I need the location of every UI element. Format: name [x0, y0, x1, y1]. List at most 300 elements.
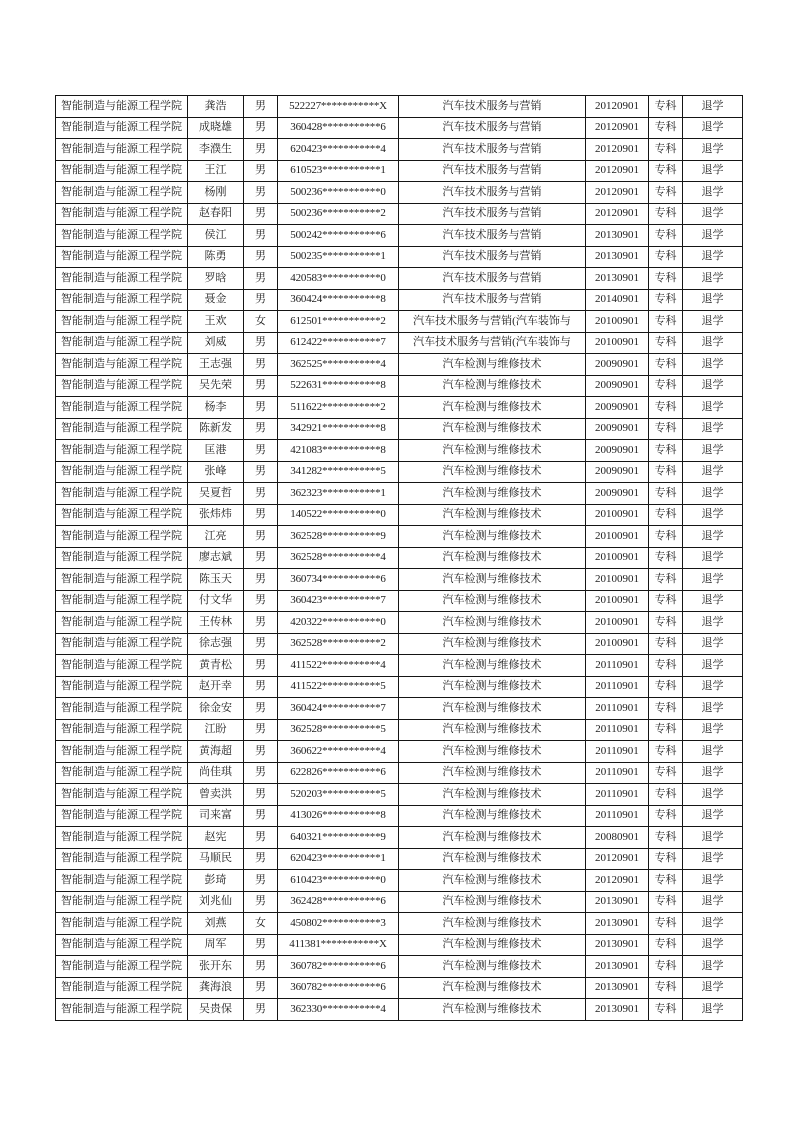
cell-name: 罗晗 [188, 268, 244, 290]
cell-college: 智能制造与能源工程学院 [56, 784, 188, 806]
cell-date: 20090901 [586, 483, 649, 505]
cell-id: 520203***********5 [278, 784, 399, 806]
cell-status: 退学 [683, 784, 743, 806]
cell-gender: 男 [244, 483, 278, 505]
cell-gender: 男 [244, 418, 278, 440]
cell-id: 360428***********6 [278, 117, 399, 139]
cell-gender: 男 [244, 999, 278, 1021]
cell-date: 20110901 [586, 676, 649, 698]
cell-id: 362323***********1 [278, 483, 399, 505]
cell-date: 20120901 [586, 870, 649, 892]
cell-status: 退学 [683, 848, 743, 870]
cell-id: 612422***********7 [278, 332, 399, 354]
cell-level: 专科 [649, 203, 683, 225]
cell-college: 智能制造与能源工程学院 [56, 633, 188, 655]
cell-college: 智能制造与能源工程学院 [56, 160, 188, 182]
cell-level: 专科 [649, 569, 683, 591]
cell-status: 退学 [683, 569, 743, 591]
cell-major: 汽车检测与维修技术 [399, 375, 586, 397]
cell-major: 汽车检测与维修技术 [399, 504, 586, 526]
cell-date: 20100901 [586, 547, 649, 569]
cell-date: 20110901 [586, 762, 649, 784]
cell-name: 王江 [188, 160, 244, 182]
cell-date: 20130901 [586, 246, 649, 268]
table-row [56, 268, 743, 290]
cell-gender: 男 [244, 676, 278, 698]
table-row [56, 117, 743, 139]
cell-name: 吴先荣 [188, 375, 244, 397]
cell-college: 智能制造与能源工程学院 [56, 805, 188, 827]
cell-gender: 男 [244, 741, 278, 763]
cell-id: 360734***********6 [278, 569, 399, 591]
table-row [56, 225, 743, 247]
cell-name: 刘威 [188, 332, 244, 354]
cell-gender: 男 [244, 784, 278, 806]
cell-level: 专科 [649, 461, 683, 483]
cell-status: 退学 [683, 440, 743, 462]
cell-name: 王传林 [188, 612, 244, 634]
cell-major: 汽车检测与维修技术 [399, 999, 586, 1021]
cell-level: 专科 [649, 612, 683, 634]
cell-status: 退学 [683, 762, 743, 784]
cell-date: 20100901 [586, 332, 649, 354]
cell-date: 20130901 [586, 977, 649, 999]
cell-major: 汽车技术服务与营销 [399, 268, 586, 290]
cell-major: 汽车技术服务与营销 [399, 225, 586, 247]
table-row [56, 762, 743, 784]
cell-major: 汽车技术服务与营销 [399, 182, 586, 204]
cell-id: 522227***********X [278, 96, 399, 118]
table-row [56, 160, 743, 182]
cell-date: 20130901 [586, 999, 649, 1021]
cell-level: 专科 [649, 397, 683, 419]
cell-date: 20120901 [586, 182, 649, 204]
cell-status: 退学 [683, 526, 743, 548]
cell-id: 610423***********0 [278, 870, 399, 892]
cell-name: 张开东 [188, 956, 244, 978]
cell-major: 汽车检测与维修技术 [399, 698, 586, 720]
cell-status: 退学 [683, 655, 743, 677]
cell-gender: 男 [244, 203, 278, 225]
cell-gender: 男 [244, 182, 278, 204]
cell-status: 退学 [683, 913, 743, 935]
cell-id: 500242***********6 [278, 225, 399, 247]
cell-status: 退学 [683, 977, 743, 999]
cell-id: 620423***********1 [278, 848, 399, 870]
table-row [56, 633, 743, 655]
cell-level: 专科 [649, 655, 683, 677]
cell-level: 专科 [649, 956, 683, 978]
cell-college: 智能制造与能源工程学院 [56, 612, 188, 634]
table-row [56, 741, 743, 763]
cell-date: 20120901 [586, 203, 649, 225]
cell-status: 退学 [683, 203, 743, 225]
cell-level: 专科 [649, 547, 683, 569]
cell-level: 专科 [649, 805, 683, 827]
student-withdrawal-table [55, 95, 743, 1021]
cell-gender: 男 [244, 246, 278, 268]
table-row [56, 246, 743, 268]
cell-id: 500236***********0 [278, 182, 399, 204]
cell-college: 智能制造与能源工程学院 [56, 311, 188, 333]
table-row [56, 311, 743, 333]
cell-name: 江盼 [188, 719, 244, 741]
cell-gender: 男 [244, 719, 278, 741]
cell-id: 620423***********4 [278, 139, 399, 161]
cell-name: 侯江 [188, 225, 244, 247]
cell-name: 成晓雄 [188, 117, 244, 139]
cell-id: 360424***********8 [278, 289, 399, 311]
cell-id: 362330***********4 [278, 999, 399, 1021]
cell-status: 退学 [683, 139, 743, 161]
cell-college: 智能制造与能源工程学院 [56, 762, 188, 784]
cell-major: 汽车技术服务与营销 [399, 246, 586, 268]
cell-id: 610523***********1 [278, 160, 399, 182]
cell-college: 智能制造与能源工程学院 [56, 999, 188, 1021]
cell-name: 匡港 [188, 440, 244, 462]
cell-major: 汽车技术服务与营销 [399, 160, 586, 182]
cell-college: 智能制造与能源工程学院 [56, 96, 188, 118]
cell-major: 汽车检测与维修技术 [399, 397, 586, 419]
table-row [56, 203, 743, 225]
cell-major: 汽车检测与维修技术 [399, 569, 586, 591]
cell-major: 汽车技术服务与营销 [399, 289, 586, 311]
cell-college: 智能制造与能源工程学院 [56, 956, 188, 978]
cell-gender: 男 [244, 96, 278, 118]
cell-gender: 女 [244, 913, 278, 935]
cell-major: 汽车检测与维修技术 [399, 805, 586, 827]
cell-id: 622826***********6 [278, 762, 399, 784]
cell-level: 专科 [649, 999, 683, 1021]
table-row [56, 870, 743, 892]
table-row [56, 612, 743, 634]
cell-id: 360782***********6 [278, 956, 399, 978]
cell-name: 李濮生 [188, 139, 244, 161]
cell-name: 陈玉天 [188, 569, 244, 591]
cell-gender: 男 [244, 805, 278, 827]
cell-id: 362525***********4 [278, 354, 399, 376]
cell-major: 汽车检测与维修技术 [399, 440, 586, 462]
cell-major: 汽车检测与维修技术 [399, 633, 586, 655]
cell-status: 退学 [683, 332, 743, 354]
cell-name: 廖志斌 [188, 547, 244, 569]
cell-gender: 男 [244, 827, 278, 849]
cell-level: 专科 [649, 418, 683, 440]
cell-gender: 男 [244, 547, 278, 569]
cell-id: 360622***********4 [278, 741, 399, 763]
cell-major: 汽车检测与维修技术 [399, 483, 586, 505]
table-row [56, 182, 743, 204]
cell-major: 汽车检测与维修技术 [399, 676, 586, 698]
cell-college: 智能制造与能源工程学院 [56, 891, 188, 913]
cell-name: 黄海超 [188, 741, 244, 763]
cell-level: 专科 [649, 268, 683, 290]
cell-college: 智能制造与能源工程学院 [56, 182, 188, 204]
cell-status: 退学 [683, 741, 743, 763]
cell-status: 退学 [683, 999, 743, 1021]
cell-college: 智能制造与能源工程学院 [56, 440, 188, 462]
cell-level: 专科 [649, 225, 683, 247]
cell-gender: 男 [244, 375, 278, 397]
cell-major: 汽车检测与维修技术 [399, 741, 586, 763]
cell-status: 退学 [683, 268, 743, 290]
table-row [56, 569, 743, 591]
cell-status: 退学 [683, 870, 743, 892]
cell-level: 专科 [649, 719, 683, 741]
cell-level: 专科 [649, 784, 683, 806]
cell-status: 退学 [683, 182, 743, 204]
cell-name: 陈勇 [188, 246, 244, 268]
cell-name: 马顺民 [188, 848, 244, 870]
cell-name: 龚浩 [188, 96, 244, 118]
table-row [56, 698, 743, 720]
cell-college: 智能制造与能源工程学院 [56, 569, 188, 591]
cell-gender: 男 [244, 870, 278, 892]
cell-id: 612501***********2 [278, 311, 399, 333]
cell-major: 汽车检测与维修技术 [399, 612, 586, 634]
cell-college: 智能制造与能源工程学院 [56, 848, 188, 870]
cell-date: 20120901 [586, 117, 649, 139]
cell-id: 360782***********6 [278, 977, 399, 999]
cell-gender: 男 [244, 956, 278, 978]
cell-level: 专科 [649, 676, 683, 698]
table-row [56, 956, 743, 978]
cell-gender: 男 [244, 848, 278, 870]
cell-college: 智能制造与能源工程学院 [56, 719, 188, 741]
cell-date: 20100901 [586, 504, 649, 526]
cell-date: 20090901 [586, 461, 649, 483]
cell-name: 杨李 [188, 397, 244, 419]
cell-date: 20100901 [586, 526, 649, 548]
cell-level: 专科 [649, 246, 683, 268]
cell-date: 20100901 [586, 633, 649, 655]
cell-major: 汽车检测与维修技术 [399, 913, 586, 935]
cell-level: 专科 [649, 504, 683, 526]
cell-gender: 男 [244, 504, 278, 526]
cell-college: 智能制造与能源工程学院 [56, 741, 188, 763]
cell-college: 智能制造与能源工程学院 [56, 827, 188, 849]
cell-status: 退学 [683, 698, 743, 720]
cell-major: 汽车技术服务与营销(汽车装饰与 [399, 311, 586, 333]
cell-college: 智能制造与能源工程学院 [56, 590, 188, 612]
cell-id: 362528***********5 [278, 719, 399, 741]
cell-level: 专科 [649, 375, 683, 397]
cell-gender: 男 [244, 289, 278, 311]
cell-status: 退学 [683, 934, 743, 956]
cell-major: 汽车检测与维修技术 [399, 848, 586, 870]
cell-id: 362428***********6 [278, 891, 399, 913]
cell-date: 20120901 [586, 96, 649, 118]
cell-level: 专科 [649, 698, 683, 720]
cell-major: 汽车技术服务与营销 [399, 139, 586, 161]
table-row [56, 784, 743, 806]
cell-date: 20090901 [586, 397, 649, 419]
cell-gender: 男 [244, 225, 278, 247]
cell-level: 专科 [649, 289, 683, 311]
cell-college: 智能制造与能源工程学院 [56, 375, 188, 397]
cell-major: 汽车检测与维修技术 [399, 956, 586, 978]
cell-gender: 男 [244, 612, 278, 634]
cell-college: 智能制造与能源工程学院 [56, 289, 188, 311]
cell-major: 汽车检测与维修技术 [399, 977, 586, 999]
cell-date: 20130901 [586, 891, 649, 913]
cell-date: 20110901 [586, 805, 649, 827]
cell-major: 汽车检测与维修技术 [399, 461, 586, 483]
cell-level: 专科 [649, 440, 683, 462]
cell-id: 411522***********4 [278, 655, 399, 677]
table-row [56, 461, 743, 483]
cell-level: 专科 [649, 633, 683, 655]
cell-status: 退学 [683, 633, 743, 655]
table-row [56, 483, 743, 505]
cell-college: 智能制造与能源工程学院 [56, 870, 188, 892]
cell-college: 智能制造与能源工程学院 [56, 418, 188, 440]
cell-name: 刘燕 [188, 913, 244, 935]
cell-date: 20080901 [586, 827, 649, 849]
cell-level: 专科 [649, 913, 683, 935]
cell-major: 汽车检测与维修技术 [399, 784, 586, 806]
cell-college: 智能制造与能源工程学院 [56, 698, 188, 720]
cell-id: 421083***********8 [278, 440, 399, 462]
table-row [56, 289, 743, 311]
table-row [56, 913, 743, 935]
cell-id: 411381***********X [278, 934, 399, 956]
cell-level: 专科 [649, 354, 683, 376]
cell-date: 20090901 [586, 418, 649, 440]
cell-id: 342921***********8 [278, 418, 399, 440]
table-row [56, 977, 743, 999]
cell-college: 智能制造与能源工程学院 [56, 246, 188, 268]
cell-college: 智能制造与能源工程学院 [56, 397, 188, 419]
cell-major: 汽车检测与维修技术 [399, 827, 586, 849]
table-row [56, 418, 743, 440]
cell-status: 退学 [683, 117, 743, 139]
cell-gender: 男 [244, 762, 278, 784]
table-row [56, 655, 743, 677]
cell-level: 专科 [649, 332, 683, 354]
cell-level: 专科 [649, 977, 683, 999]
cell-name: 陈新发 [188, 418, 244, 440]
cell-name: 吴夏哲 [188, 483, 244, 505]
cell-status: 退学 [683, 676, 743, 698]
cell-major: 汽车技术服务与营销 [399, 203, 586, 225]
cell-college: 智能制造与能源工程学院 [56, 225, 188, 247]
table-row [56, 999, 743, 1021]
cell-major: 汽车检测与维修技术 [399, 719, 586, 741]
cell-major: 汽车检测与维修技术 [399, 590, 586, 612]
cell-name: 黄青松 [188, 655, 244, 677]
cell-date: 20120901 [586, 160, 649, 182]
cell-id: 420322***********0 [278, 612, 399, 634]
cell-major: 汽车检测与维修技术 [399, 870, 586, 892]
cell-date: 20130901 [586, 934, 649, 956]
cell-gender: 男 [244, 891, 278, 913]
cell-name: 王欢 [188, 311, 244, 333]
cell-level: 专科 [649, 96, 683, 118]
cell-gender: 男 [244, 526, 278, 548]
cell-name: 赵春阳 [188, 203, 244, 225]
cell-major: 汽车检测与维修技术 [399, 762, 586, 784]
cell-id: 420583***********0 [278, 268, 399, 290]
cell-status: 退学 [683, 805, 743, 827]
cell-college: 智能制造与能源工程学院 [56, 332, 188, 354]
cell-id: 140522***********0 [278, 504, 399, 526]
cell-level: 专科 [649, 139, 683, 161]
cell-major: 汽车检测与维修技术 [399, 547, 586, 569]
cell-id: 500235***********1 [278, 246, 399, 268]
cell-date: 20100901 [586, 311, 649, 333]
cell-gender: 男 [244, 117, 278, 139]
cell-gender: 女 [244, 311, 278, 333]
cell-gender: 男 [244, 268, 278, 290]
cell-status: 退学 [683, 418, 743, 440]
cell-id: 500236***********2 [278, 203, 399, 225]
cell-name: 徐金安 [188, 698, 244, 720]
cell-college: 智能制造与能源工程学院 [56, 547, 188, 569]
cell-status: 退学 [683, 289, 743, 311]
cell-name: 王志强 [188, 354, 244, 376]
table-row [56, 805, 743, 827]
table-row [56, 676, 743, 698]
cell-level: 专科 [649, 934, 683, 956]
cell-college: 智能制造与能源工程学院 [56, 483, 188, 505]
cell-id: 362528***********2 [278, 633, 399, 655]
cell-level: 专科 [649, 891, 683, 913]
cell-name: 司来富 [188, 805, 244, 827]
cell-major: 汽车检测与维修技术 [399, 418, 586, 440]
cell-level: 专科 [649, 848, 683, 870]
cell-name: 吴贵保 [188, 999, 244, 1021]
cell-name: 赵开幸 [188, 676, 244, 698]
cell-name: 聂金 [188, 289, 244, 311]
cell-id: 413026***********8 [278, 805, 399, 827]
cell-id: 360423***********7 [278, 590, 399, 612]
table-row [56, 139, 743, 161]
cell-id: 511622***********2 [278, 397, 399, 419]
cell-level: 专科 [649, 870, 683, 892]
cell-gender: 男 [244, 655, 278, 677]
cell-status: 退学 [683, 160, 743, 182]
cell-status: 退学 [683, 483, 743, 505]
cell-gender: 男 [244, 461, 278, 483]
cell-college: 智能制造与能源工程学院 [56, 117, 188, 139]
table-row [56, 934, 743, 956]
cell-level: 专科 [649, 160, 683, 182]
cell-id: 362528***********9 [278, 526, 399, 548]
cell-college: 智能制造与能源工程学院 [56, 526, 188, 548]
cell-level: 专科 [649, 117, 683, 139]
cell-major: 汽车检测与维修技术 [399, 526, 586, 548]
table-row [56, 891, 743, 913]
cell-status: 退学 [683, 719, 743, 741]
cell-college: 智能制造与能源工程学院 [56, 203, 188, 225]
cell-status: 退学 [683, 311, 743, 333]
cell-status: 退学 [683, 956, 743, 978]
table-body [56, 96, 743, 1021]
cell-gender: 男 [244, 139, 278, 161]
cell-gender: 男 [244, 633, 278, 655]
cell-date: 20100901 [586, 590, 649, 612]
cell-date: 20130901 [586, 913, 649, 935]
cell-name: 付文华 [188, 590, 244, 612]
cell-date: 20090901 [586, 354, 649, 376]
cell-major: 汽车检测与维修技术 [399, 354, 586, 376]
cell-status: 退学 [683, 397, 743, 419]
cell-name: 彭琦 [188, 870, 244, 892]
table-row [56, 719, 743, 741]
cell-name: 赵宪 [188, 827, 244, 849]
cell-id: 450802***********3 [278, 913, 399, 935]
